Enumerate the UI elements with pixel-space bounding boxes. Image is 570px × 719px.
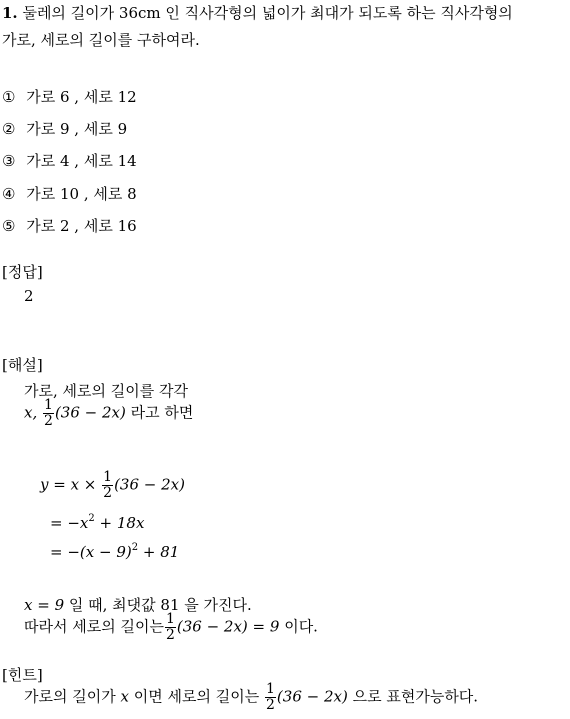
- fraction-numerator: 1: [103, 469, 113, 485]
- solution-label: [해설]: [2, 356, 43, 374]
- hint-text-2: 이면 세로의 길이는: [133, 687, 260, 706]
- choice-marker: ①: [2, 88, 16, 106]
- solution-line-4: [24, 612, 318, 643]
- solution-line-4-post: 이다.: [284, 617, 318, 636]
- hint-text-3: 으로 표현가능하다.: [352, 687, 479, 706]
- fraction-denominator: 2: [165, 627, 175, 643]
- hint-text-1: 가로의 길이가: [24, 687, 116, 706]
- hint-line: [24, 682, 478, 713]
- fraction-numerator: 1: [266, 681, 275, 697]
- question-number: 1.: [2, 4, 18, 22]
- choice-1[interactable]: [2, 86, 137, 107]
- solution-line-3-math: x = 9: [24, 596, 65, 614]
- fraction: [102, 470, 113, 501]
- question-text-2: 가로, 세로의 길이를 구하여라.: [2, 31, 200, 49]
- fraction: [43, 398, 54, 429]
- equation-2-pre: = −x: [50, 514, 89, 532]
- choice-text: 가로 9 , 세로 9: [26, 120, 128, 138]
- fraction-numerator: 1: [44, 397, 53, 413]
- hint-label: [힌트]: [2, 666, 43, 684]
- choice-text: 가로 10 , 세로 8: [26, 185, 137, 203]
- solution-line-4-text: 따라서 세로의 길이는: [24, 617, 164, 636]
- hint-expr: (36 − 2x): [276, 687, 348, 706]
- fraction: [265, 682, 276, 713]
- choice-marker: ③: [2, 152, 16, 170]
- fraction-denominator: 2: [103, 485, 113, 501]
- choice-text: 가로 6 , 세로 12: [26, 88, 137, 106]
- question-line-1: [2, 2, 513, 23]
- equation-2: [50, 514, 144, 532]
- solution-line-2: [24, 398, 193, 429]
- choice-text: 가로 2 , 세로 16: [26, 217, 137, 235]
- choice-marker: ④: [2, 185, 16, 203]
- choice-marker: ⑤: [2, 217, 16, 235]
- question-line-2: [2, 29, 200, 50]
- solution-line-2-post: 라고 하면: [130, 403, 194, 422]
- choice-3[interactable]: [2, 150, 137, 171]
- answer-label: [정답]: [2, 263, 43, 281]
- fraction-numerator: 1: [165, 611, 175, 627]
- choice-text: 가로 4 , 세로 14: [26, 152, 137, 170]
- solution-var-x: x,: [24, 403, 38, 422]
- equation-3-pre: = −(x − 9): [50, 543, 132, 561]
- question-text-1: 둘레의 길이가 36cm 인 직사각형의 넓이가 최대가 되도록 하는 직사각형의: [22, 4, 513, 22]
- equation-2-post: + 18x: [99, 514, 145, 532]
- fraction-denominator: 2: [44, 413, 53, 429]
- equation-1-lhs: y = x ×: [40, 475, 97, 494]
- fraction: [165, 612, 176, 643]
- equation-1-expr: (36 − 2x): [114, 475, 185, 494]
- equation-3-exponent: 2: [131, 542, 139, 553]
- answer-value: 2: [24, 287, 34, 305]
- equation-3-post: + 81: [142, 543, 180, 561]
- solution-line-4-expr: (36 − 2x) = 9: [176, 617, 280, 636]
- choice-4[interactable]: [2, 183, 137, 204]
- choice-marker: ②: [2, 120, 16, 138]
- choice-5[interactable]: [2, 215, 137, 236]
- choice-2[interactable]: [2, 118, 127, 139]
- fraction-denominator: 2: [266, 697, 275, 713]
- solution-expr: (36 − 2x): [54, 403, 126, 422]
- solution-line-1: 가로, 세로의 길이를 각각: [24, 382, 188, 400]
- solution-line-3-text: 일 때, 최댓값 81 을 가진다.: [68, 596, 252, 614]
- equation-3: [50, 543, 179, 561]
- hint-var-x: x: [120, 687, 129, 706]
- equation-1: [40, 470, 185, 501]
- equation-2-exponent: 2: [88, 513, 95, 524]
